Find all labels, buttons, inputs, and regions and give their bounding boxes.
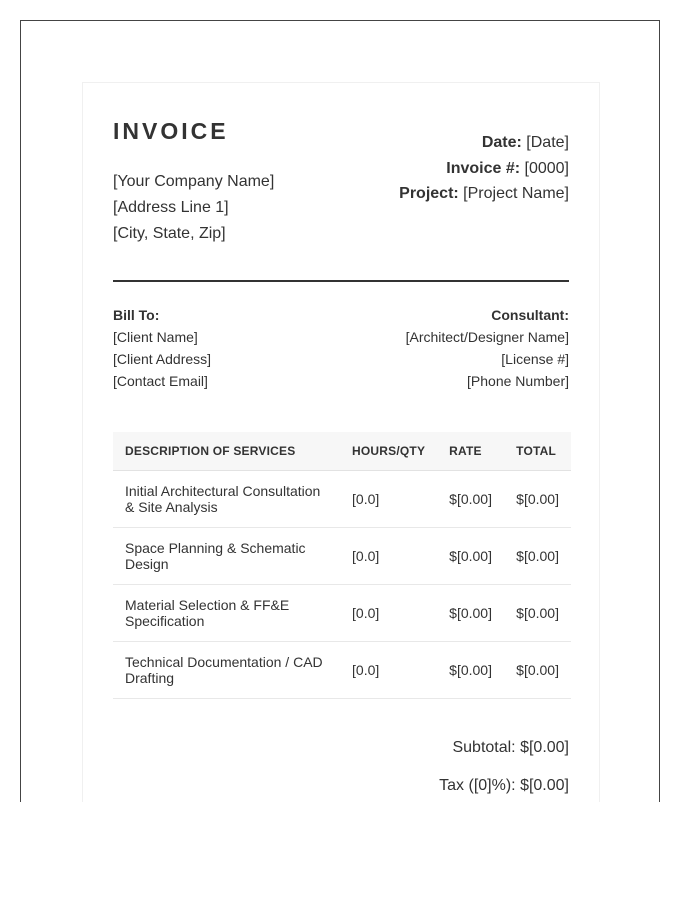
invoice-number-value: [0000] <box>520 159 569 177</box>
subtotal-line: Subtotal: $[0.00] <box>452 739 569 756</box>
table-header-row <box>113 432 571 471</box>
row-rate: $[0.00] <box>437 528 504 585</box>
table-row <box>113 471 571 528</box>
project-label: Project: <box>399 185 459 202</box>
bill-to-block <box>113 304 211 392</box>
row-qty: [0.0] <box>340 585 437 642</box>
invoice-number-label: Invoice #: <box>446 159 521 177</box>
row-rate: $[0.00] <box>437 585 504 642</box>
project-value: [Project Name] <box>458 185 569 202</box>
row-description: Technical Documentation / CAD Drafting <box>113 642 340 699</box>
client-contact-email: [Contact Email] <box>113 373 208 389</box>
bill-to-heading: Bill To: <box>113 307 160 323</box>
row-qty: [0.0] <box>340 642 437 699</box>
consultant-phone: [Phone Number] <box>467 373 569 389</box>
totals-block <box>439 739 569 795</box>
row-total: $[0.00] <box>504 471 571 528</box>
table-row <box>113 585 571 642</box>
row-qty: [0.0] <box>340 471 437 528</box>
header-total: TOTAL <box>504 432 571 471</box>
date-label: Date: <box>481 134 522 151</box>
table-row <box>113 642 571 699</box>
invoice-title: INVOICE <box>113 118 229 144</box>
header-divider <box>113 280 569 282</box>
row-qty: [0.0] <box>340 528 437 585</box>
company-address-line1: [Address Line 1] <box>113 199 229 216</box>
client-address: [Client Address] <box>113 351 212 367</box>
header-rate: RATE <box>437 432 504 471</box>
client-name: [Client Name] <box>113 329 198 345</box>
date-value: [Date] <box>521 134 569 151</box>
row-description: Initial Architectural Consultation & Site Analysis <box>113 471 340 528</box>
tax-line: Tax ([0]%): $[0.00] <box>439 777 569 794</box>
row-rate: $[0.00] <box>437 471 504 528</box>
consultant-heading: Consultant: <box>491 307 569 323</box>
row-total: $[0.00] <box>504 585 571 642</box>
consultant-name: [Architect/Designer Name] <box>405 329 569 345</box>
invoice-number-line <box>399 156 569 182</box>
row-rate: $[0.00] <box>437 642 504 699</box>
consultant-license: [License #] <box>501 351 569 367</box>
row-description: Space Planning & Schematic Design <box>113 528 340 585</box>
table-row <box>113 528 571 585</box>
company-name: [Your Company Name] <box>113 173 275 190</box>
invoice-page <box>82 82 600 802</box>
company-info <box>113 169 274 247</box>
consultant-block <box>406 304 569 392</box>
date-line <box>399 130 569 156</box>
header-hours-qty: HOURS/QTY <box>340 432 437 471</box>
document-viewport <box>20 20 660 802</box>
invoice-meta <box>399 130 569 207</box>
header-description: DESCRIPTION OF SERVICES <box>113 432 340 471</box>
row-description: Material Selection & FF&E Specification <box>113 585 340 642</box>
row-total: $[0.00] <box>504 528 571 585</box>
company-city-state-zip: [City, State, Zip] <box>113 225 226 242</box>
row-total: $[0.00] <box>504 642 571 699</box>
project-line <box>399 181 569 207</box>
services-table <box>113 432 571 699</box>
